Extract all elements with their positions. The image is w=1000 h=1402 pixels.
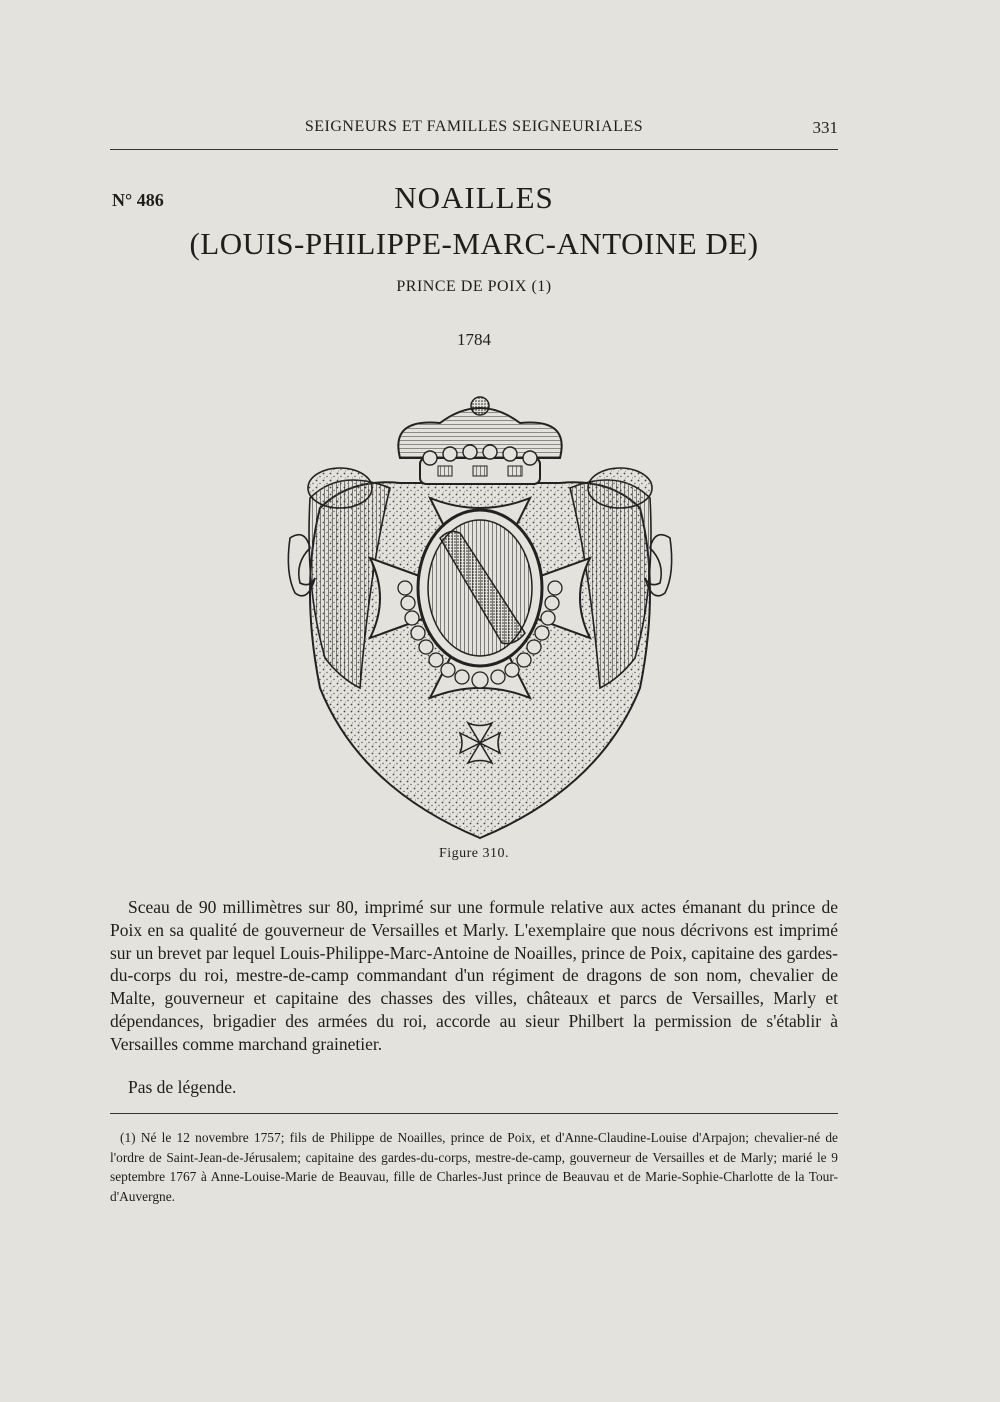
entry-title: PRINCE DE POIX (1) — [396, 278, 552, 295]
figure-caption: Figure 310. — [438, 846, 510, 861]
coat-of-arms-seal — [280, 388, 680, 848]
running-title: SEIGNEURS ET FAMILLES SEIGNEURIALES — [304, 118, 644, 135]
crown — [398, 397, 561, 484]
entry-number: N° 486 — [112, 190, 164, 210]
footnote-text: (1) Né le 12 novembre 1757; fils de Philippe de Noailles, prince de Poix, et d'Anne-Claudine-Louise d'Arpajon; chevalier-né de l'ordre de Saint-Jean-de-Jérusalem; capitaine des gardes-du-corps, mestre-de-camp, gouverneur de Versailles et de Marly; marié le 9 septembre 1767 à Anne-Louise-Marie de Beauvau, fille de Charles-Just prince de Beauvau et de Marie-Sophie-Charlotte de la Tour-d'Auvergne. — [110, 1130, 838, 1204]
entry-name: NOAILLES — [394, 180, 554, 215]
entry-year: 1784 — [457, 330, 491, 349]
entry-full-name: (LOUIS-PHILIPPE-MARC-ANTOINE DE) — [189, 226, 759, 261]
legend-note: Pas de légende. — [128, 1077, 237, 1097]
footnote — [110, 1128, 838, 1206]
footnote-rule — [110, 1113, 838, 1114]
page-number: 331 — [812, 118, 838, 137]
oval-shield — [418, 510, 542, 666]
header-rule — [110, 149, 838, 150]
running-head — [110, 116, 838, 140]
description-text: Sceau de 90 millimètres sur 80, imprimé sur une formule relative aux actes émanant du prince de Poix en sa qualité de gouverneur de Versailles et Marly. L'exemplaire que nous décrivons est imprimé sur un brevet par lequel Louis-Philippe-Marc-Antoine de Noailles, prince de Poix, capitaine des gardes-du-corps du roi, mestre-de-camp commandant d'un régiment de dragons de son nom, chevalier de Malte, gouverneur et capitaine des chasses des villes, châteaux et parcs de Versailles, Marly et dépendances, brigadier des armées du roi, accorde au sieur Philbert la permission de s'établir à Versailles comme marchand grainetier. — [110, 897, 838, 1054]
description-paragraph — [110, 896, 838, 1056]
